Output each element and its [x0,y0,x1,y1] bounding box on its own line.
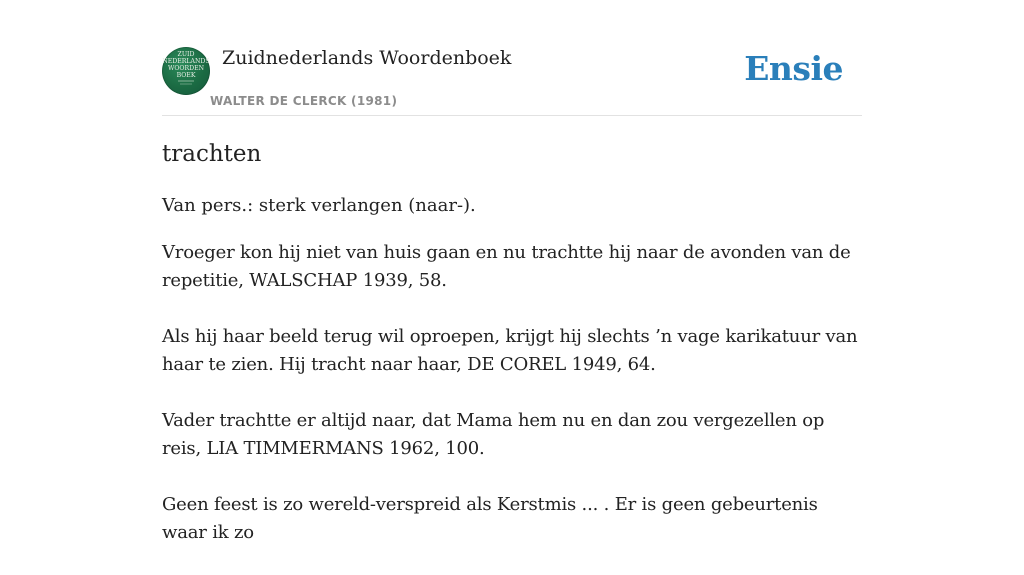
content-container [162,0,862,543]
logo-book-icon [162,47,210,95]
citation-item: Geen feest is zo wereld-verspreid als Kerstmis ... . Er is geen gebeurtenis waar ik zo [162,494,818,543]
svg-text:ZUID: ZUID [177,51,195,58]
citation-item: Als hij haar beeld terug wil oproepen, krijgt hij slechts ’n vage karikatuur van haar te zien. Hij tracht naar haar, DE COREL 1949, 64. [162,326,858,375]
svg-text:WOORDEN: WOORDEN [167,65,205,72]
source-logo[interactable] [162,47,210,95]
source-title[interactable]: Zuidnederlands Woordenboek [222,47,512,69]
svg-text:BOEK: BOEK [176,72,196,79]
citation-list [162,239,867,575]
citation-item: Vroeger kon hij niet van huis gaan en nu trachtte hij naar de avonden van de repetitie, WALSCHAP 1939, 58. [162,242,851,291]
source-author-year: WALTER DE CLERCK (1981) [210,94,398,108]
entry-headword: trachten [162,141,262,167]
ensie-brand-link[interactable]: Ensie [744,49,843,88]
entry-definition: Van pers.: sterk verlangen (naar-). [162,195,476,216]
citation-item: Vader trachtte er altijd naar, dat Mama hem nu en dan zou vergezellen op reis, LIA TIMMERMANS 1962, 100. [162,410,825,459]
svg-text:NEDERLANDS: NEDERLANDS [162,58,210,65]
source-header [162,0,862,116]
